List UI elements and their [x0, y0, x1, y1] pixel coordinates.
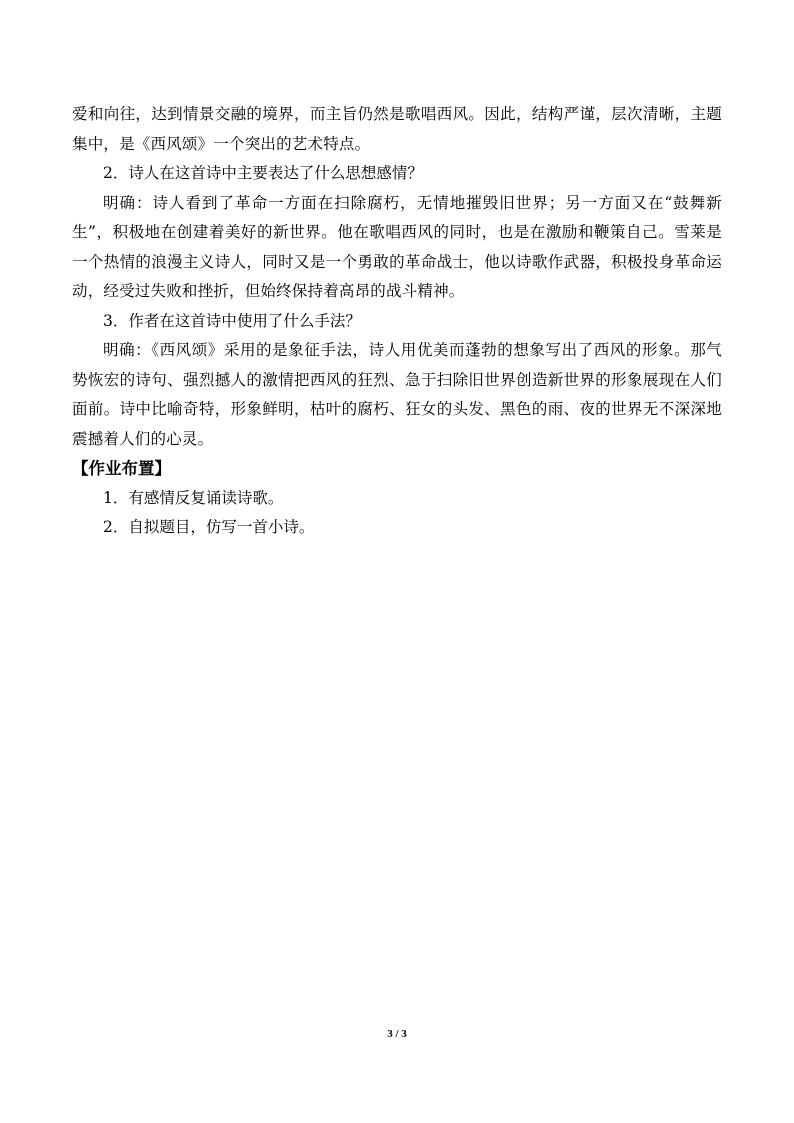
question-2: 2．诗人在这首诗中主要表达了什么思想感情？: [103, 164, 423, 182]
homework-heading: 【作业布置】: [72, 459, 171, 478]
page-number: 3 / 3: [387, 1028, 407, 1040]
paragraph-conclusion: 爱和向往，达到情景交融的境界，而主旨仍然是歌唱西风。因此，结构严谨，层次清晰，主题集中，是《西风颂》一个突出的艺术特点。: [72, 105, 722, 153]
homework-item-2: 2．自拟题目，仿写一首小诗。: [103, 518, 315, 536]
homework-item-1: 1．有感情反复诵读诗歌。: [103, 488, 284, 507]
question-3: 3．作者在这首诗中使用了什么手法？: [103, 311, 361, 330]
answer-2: 明确：诗人看到了革命一方面在扫除腐朽，无情地摧毁旧世界；另一方面又在“鼓舞新生”，积极地在创建着美好的新世界。他在歌唱西风的同时，也是在激励和鞭策自己。雪莱是一个热情的浪漫主义诗人，同时又是一个勇敢的革命战士，他以诗歌作武器，积极投身革命运动，经受过失败和挫折，但始终保持着高昂的战斗精神。: [72, 193, 722, 300]
document-body: [72, 100, 722, 543]
answer-3: 明确：《西风颂》采用的是象征手法，诗人用优美而蓬勃的想象写出了西风的形象。那气势恢宏的诗句、强烈撼人的激情把西风的狂烈、急于扫除旧世界创造新世界的形象展现在人们面前。诗中比喻奇特，形象鲜明，枯叶的腐朽、狂女的头发、黑色的雨、夜的世界无不深深地震撼着人们的心灵。: [72, 341, 722, 448]
